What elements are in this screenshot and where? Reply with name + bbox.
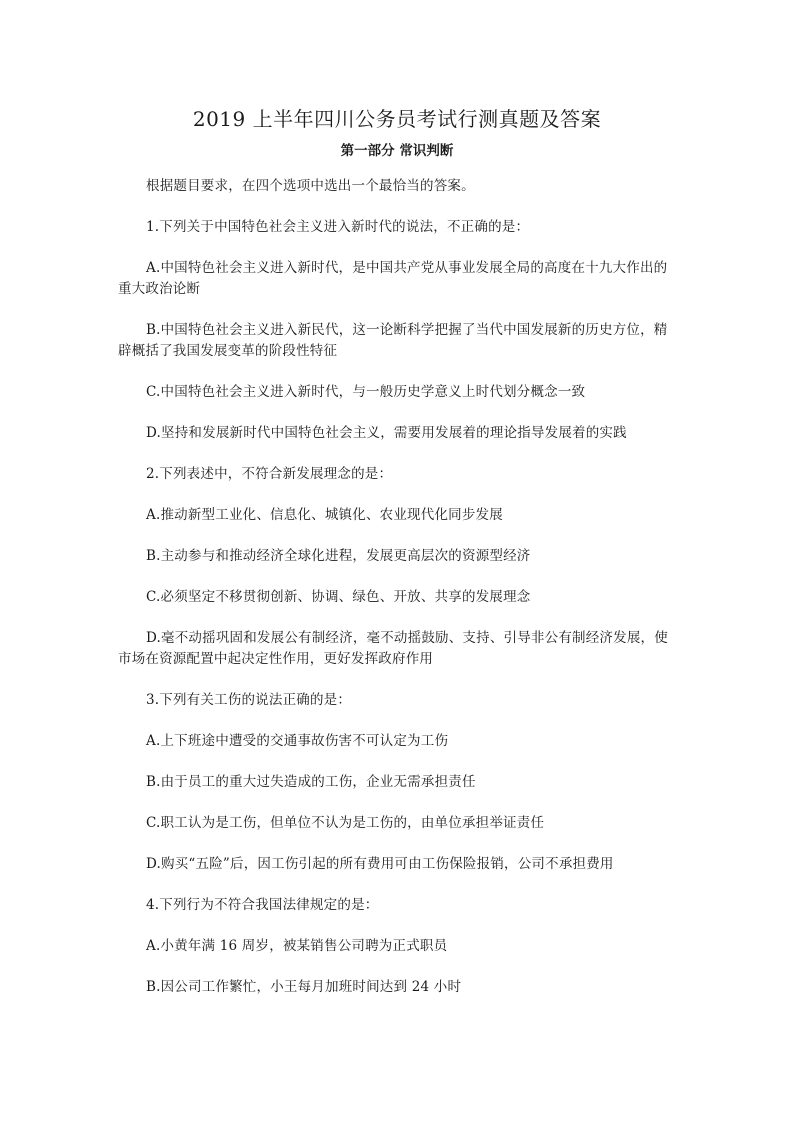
section-heading: 第一部分 常识判断: [340, 143, 454, 159]
question-stem: 2.下列表述中，不符合新发展理念的是：: [146, 466, 393, 482]
option-text: B.中国特色社会主义进入新民代，这一论断科学把握了当代中国发展新的历史方位，精辟概括了我国发展变革的阶段性特征: [118, 322, 668, 359]
option-text: C.中国特色社会主义进入新时代，与一般历史学意义上时代划分概念一致: [146, 384, 586, 400]
document-body: [118, 176, 678, 1018]
option-text: D.坚持和发展新时代中国特色社会主义，需要用发展着的理论指导发展着的实践: [146, 425, 627, 441]
option-text: D.毫不动摇巩固和发展公有制经济，毫不动摇鼓励、支持、引导非公有制经济发展，使市场在资源配置中起决定性作用，更好发挥政府作用: [118, 630, 668, 667]
option-text: B.因公司工作繁忙，小王每月加班时间达到 24 小时: [146, 979, 462, 995]
option-text: A.推动新型工业化、信息化、城镇化、农业现代化同步发展: [146, 507, 503, 523]
document-title: 2019 上半年四川公务员考试行测真题及答案: [192, 107, 602, 131]
option-text: B.由于员工的重大过失造成的工伤，企业无需承担责任: [146, 774, 476, 790]
option-text: C.职工认为是工伤，但单位不认为是工伤的，由单位承担举证责任: [146, 815, 545, 831]
option-text: C.必须坚定不移贯彻创新、协调、绿色、开放、共享的发展理念: [146, 589, 531, 605]
question-stem: 1.下列关于中国特色社会主义进入新时代的说法，不正确的是：: [146, 219, 530, 235]
option-text: D.购买“五险”后，因工伤引起的所有费用可由工伤保险报销，公司不承担费用: [146, 856, 614, 872]
option-text: B.主动参与和推动经济全球化进程，发展更高层次的资源型经济: [146, 548, 531, 564]
option-text: A.上下班途中遭受的交通事故伤害不可认定为工伤: [146, 733, 449, 749]
instruction-text: 根据题目要求，在四个选项中选出一个最恰当的答案。: [146, 178, 475, 194]
option-text: A.中国特色社会主义进入新时代，是中国共产党从事业发展全局的高度在十九大作出的重大政治论断: [118, 260, 668, 297]
question-stem: 4.下列行为不符合我国法律规定的是：: [146, 897, 379, 913]
question-stem: 3.下列有关工伤的说法正确的是：: [146, 692, 352, 708]
option-text: A.小黄年满 16 周岁，被某销售公司聘为正式职员: [146, 938, 448, 954]
